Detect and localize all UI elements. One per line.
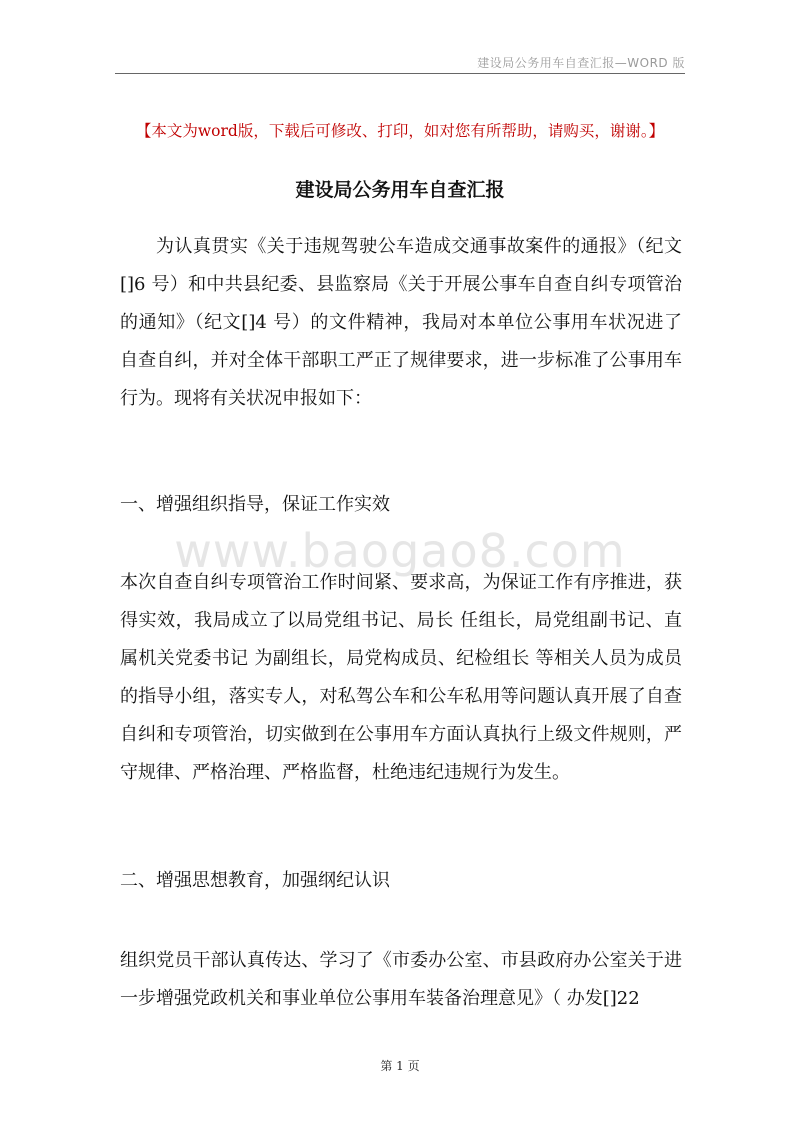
section-1-paragraph: 本次自查自纠专项管治工作时间紧、要求高，为保证工作有序推进，获得实效，我局成立了以局党组书记、局长 任组长，局党组副书记、直属机关党委书记 为副组长，局党构成员、纪检组长 等相关人员为成员的指导小组，落实专人，对私驾公车和公车私用等问题认真开展了自查自纠和专项管治，切实做到在公事用车方面认真执行上级文件规则，严守规律、严格治理、严格监督，杜绝违纪违规行为发生。 bbox=[120, 572, 682, 783]
purchase-notice: 【本文为word版，下载后可修改、打印，如对您有所帮助，请购买，谢谢。】 bbox=[135, 122, 665, 140]
page-number: 第 1 页 bbox=[380, 1059, 420, 1073]
intro-paragraph: 为认真贯实《关于违规驾驶公车造成交通事故案件的通报》（纪文[]6 号）和中共县纪委、县监察局《关于开展公事车自查自纠专项管治的通知》（纪文[]4 号）的文件精神，我局对本单位公事用车状况进了自查自纠，并对全体干部职工严正了规律要求，进一步标准了公事用车行为。现将有关状况申报如下： bbox=[120, 236, 682, 409]
document-title: 建设局公务用车自查汇报 bbox=[295, 179, 505, 201]
running-header: 建设局公务用车自查汇报—WORD 版 bbox=[477, 56, 685, 70]
section-heading-1: 一、增强组织指导，保证工作实效 bbox=[120, 494, 390, 515]
section-2-paragraph: 组织党员干部认真传达、学习了《市委办公室、市县政府办公室关于进一步增强党政机关和事业单位公事用车装备治理意见》（ 办发[]22 bbox=[120, 950, 682, 1009]
watermark: www.baogao8.com bbox=[174, 524, 626, 578]
section-heading-2: 二、增强思想教育，加强纲纪认识 bbox=[120, 870, 390, 891]
header-divider bbox=[115, 73, 685, 74]
